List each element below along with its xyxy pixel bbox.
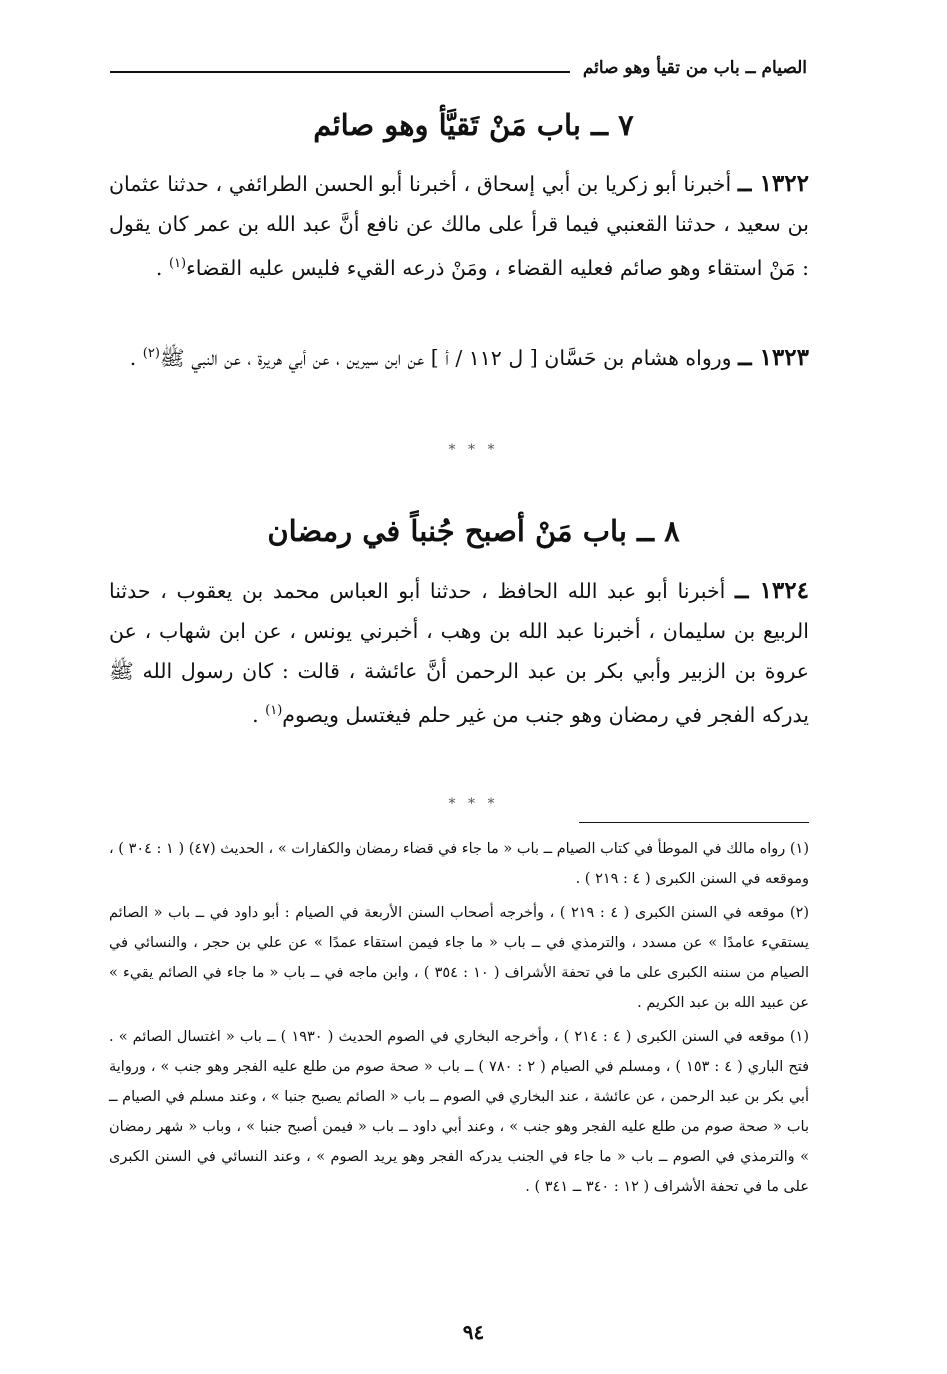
- hadith-end: .: [155, 255, 169, 280]
- hadith-end: .: [252, 702, 266, 727]
- chapter-7-heading: ٧ ــ باب مَنْ تَقيَّأ وهو صائم: [313, 108, 634, 142]
- running-head: الصيام ــ باب من تقيأ وهو صائم: [582, 58, 807, 78]
- hadith-1324: [109, 571, 809, 735]
- hadith-text: ورواه هشام بن حَسَّان [ ل ١١٢ / أ ] عن ابن سيرين ، عن أبي هريرة ، عن النبي ﷺ: [159, 345, 732, 370]
- section-separator: * * *: [448, 442, 499, 458]
- footnote-ref: (١): [265, 703, 283, 718]
- hadith-number: ١٣٢٢ ــ: [737, 170, 809, 197]
- page-number: ٩٤: [462, 1320, 485, 1344]
- footnote-1: (١) رواه مالك في الموطأ في كتاب الصيام ــ باب « ما جاء في قضاء رمضان والكفارات » ، الحديث (٤٧) ( ١ : ٣٠٤ ) ، وموقعه في السنن الكبرى ( ٤ : ٢١٩ ) .: [109, 841, 809, 887]
- hadith-1322: [109, 164, 809, 288]
- footnote-rule: [579, 822, 809, 823]
- hadith-text: أخبرنا أبو زكريا بن أبي إسحاق ، أخبرنا أبو الحسن الطرائفي ، حدثنا عثمان بن سعيد ، حدثنا القعنبي فيما قرأ على مالك عن نافع أنَّ عبد الله بن عمر كان يقول : مَنْ استقاء وهو صائم فعليه القضاء ، ومَنْ ذرعه القيء فليس عليه القضاء: [109, 172, 809, 280]
- header-rule: [110, 71, 570, 73]
- section-separator: * * *: [448, 796, 499, 812]
- footnote-2: (٢) موقعه في السنن الكبرى ( ٤ : ٢١٩ ) ، وأخرجه أصحاب السنن الأربعة في الصيام : أبو داود في ــ باب « الصائم يستقيء عامدًا » عن مسدد ، والترمذي في ــ باب « ما جاء فيمن استقاء عمدًا » عن علي بن حجر ، والنسائي في الصيام من سننه الكبرى على ما في تحفة الأشراف ( ١٠ : ٣٥٤ ) ، وابن ماجه في ــ باب « ما جاء في الصائم يقيء » عن عبيد الله بن عبد الكريم .: [109, 905, 810, 1011]
- footnote-ref: (١): [168, 256, 187, 271]
- footnote-3: (١) موقعه في السنن الكبرى ( ٤ : ٢١٤ ) ، وأخرجه البخاري في الصوم الحديث ( ١٩٣٠ ) ــ باب « اغتسال الصائم » . فتح الباري ( ٤ : ١٥٣ ) ، ومسلم في الصيام ( ٢ : ٧٨٠ ) ــ باب « صحة صوم من طلع عليه الفجر وهو جنب » ، ورواية أبي بكر بن عبد الرحمن ، عن عائشة ، عند البخاري في الصوم ــ باب « الصائم يصبح جنبا » ، وعند مسلم في الصيام ــ باب « صحة صوم من طلع عليه الفجر وهو جنب » ، وعند أبي داود ــ باب « فيمن أصبح جنبا » ، وباب « شهر رمضان » والترمذي في الصوم ــ باب « ما جاء في الجنب يدركه الفجر وهو يريد الصوم » ، وعند النسائي في السنن الكبرى على ما في تحفة الأشراف ( ١٢ : ٣٤٠ ــ ٣٤١ ) .: [109, 1029, 810, 1195]
- hadith-number: ١٣٢٤ ــ: [734, 577, 809, 604]
- hadith-end: .: [129, 345, 143, 370]
- hadith-1323: [109, 334, 809, 378]
- footnote-ref: (٢): [142, 346, 160, 361]
- chapter-8-heading: ٨ ــ باب مَنْ أصبح جُنباً في رمضان: [267, 514, 680, 548]
- hadith-text: أخبرنا أبو عبد الله الحافظ ، حدثنا أبو العباس محمد بن يعقوب ، حدثنا الربيع بن سليمان ، أخبرنا عبد الله بن وهب ، أخبرني يونس ، عن ابن شهاب ، عن عروة بن الزبير وأبي بكر بن عبد الرحمن أنَّ عائشة ، قالت : كان رسول الله ﷺ يدركه الفجر في رمضان وهو جنب من غير حلم فيغتسل ويصوم: [109, 579, 809, 727]
- hadith-number: ١٣٢٣ ــ: [738, 343, 809, 371]
